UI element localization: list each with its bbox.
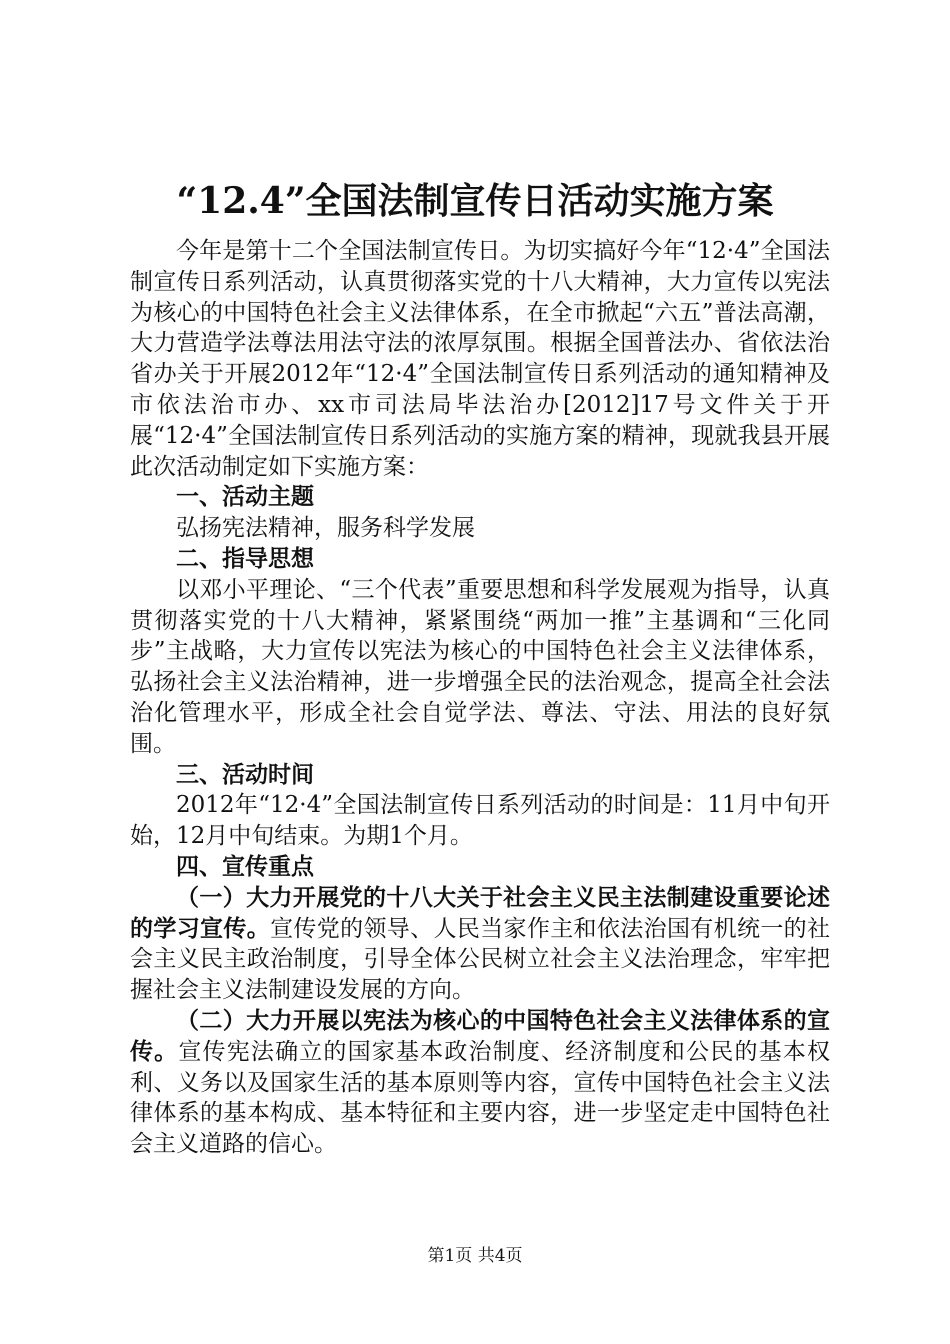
page-footer: 第1页 共4页 <box>427 1246 523 1266</box>
focus-item-2-text: 宣传宪法确立的国家基本政治制度、经济制度和公民的基本权利、义务以及国家生活的基本原则等内容，宣传中国特色社会主义法律体系的基本构成、基本特征和主要内容，进一步坚定走中国特色社会主义道路的信心。 <box>130 1038 831 1158</box>
focus-item-2-lead: （二）大力开展以宪法为核心的中国特色社会主义法律体系的宣传。 <box>130 1006 830 1065</box>
section-text-theme: 弘扬宪法精神，服务科学发展 <box>176 515 475 542</box>
focus-item-2 <box>130 1006 830 1160</box>
focus-item-1 <box>130 883 830 1006</box>
section-heading-activity-time: 三、活动时间 <box>176 760 314 788</box>
intro-paragraph: 今年是第十二个全国法制宣传日。为切实搞好今年“12·4”全国法制宣传日系列活动，认真贯彻落实党的十八大精神，大力宣传以宪法为核心的中国特色社会主义法律体系，在全市掀起“六五”普法高潮，大力营造学法尊法用法守法的浓厚氛围。根据全国普法办、省依法治省办关于开展2012年“12·4”全国法制宣传日系列活动的通知精神及市依法治市办、xx市司法局毕法治办[2012]17号文件关于开展“12·4”全国法制宣传日系列活动的实施方案的精神，现就我县开展此次活动制定如下实施方案： <box>130 238 830 480</box>
document-title: “12.4”全国法制宣传日活动实施方案 <box>176 180 774 222</box>
section-text-guiding-thought: 以邓小平理论、“三个代表”重要思想和科学发展观为指导，认真贯彻落实党的十八大精神，紧紧围绕“两加一推”主基调和“三化同步”主战略，大力宣传以宪法为核心的中国特色社会主义法律体系，弘扬社会主义法治精神，进一步增强全民的法治观念，提高全社会法治化管理水平，形成全社会自觉学法、尊法、守法、用法的良好氛围。 <box>130 576 830 757</box>
section-heading-theme: 一、活动主题 <box>176 483 314 511</box>
section-heading-guiding-thought: 二、指导思想 <box>176 544 314 572</box>
focus-item-1-text: 宣传党的领导、人民当家作主和依法治国有机统一的社会主义民主政治制度，引导全体公民树立社会主义法治理念，牢牢把握社会主义法制建设发展的方向。 <box>130 915 831 1004</box>
focus-item-1-lead: （一）大力开展党的十八大关于社会主义民主法制建设重要论述的学习宣传。 <box>130 883 830 942</box>
document-body <box>130 236 830 1160</box>
section-text-activity-time: 2012年“12·4”全国法制宣传日系列活动的时间是：11月中旬开始，12月中旬结束。为期1个月。 <box>130 792 830 850</box>
section-heading-focus: 四、宣传重点 <box>176 852 314 880</box>
